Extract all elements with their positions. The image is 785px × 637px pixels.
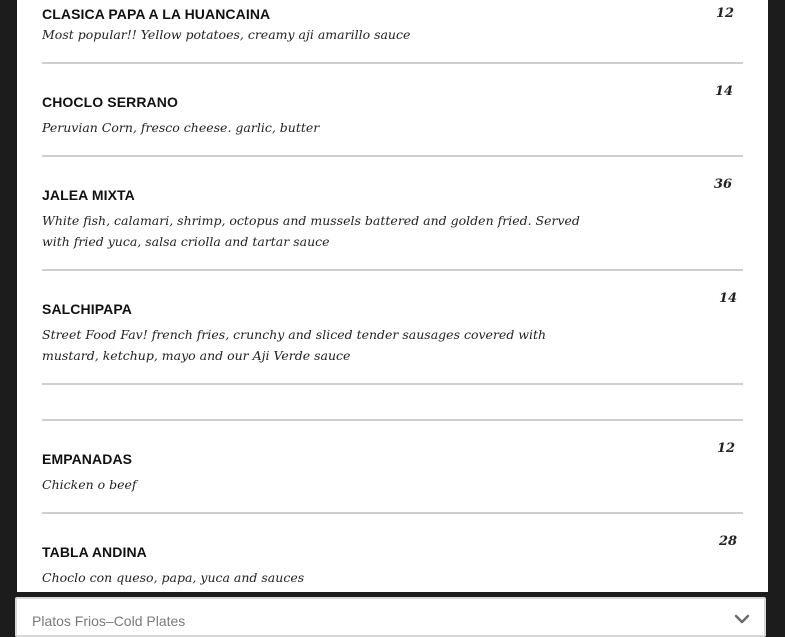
chevron-down-icon[interactable] bbox=[734, 612, 750, 624]
divider bbox=[42, 383, 743, 385]
item-price: 12 bbox=[716, 6, 735, 21]
item-name: JALEA MIXTA bbox=[42, 187, 135, 203]
category-select[interactable] bbox=[15, 597, 766, 637]
menu-panel bbox=[17, 0, 768, 592]
item-price: 14 bbox=[719, 291, 738, 306]
item-name: TABLA ANDINA bbox=[42, 544, 147, 560]
item-name: CHOCLO SERRANO bbox=[42, 94, 178, 110]
menu-item-salchipapa[interactable] bbox=[42, 271, 743, 382]
menu-item-empanadas[interactable] bbox=[42, 421, 743, 511]
item-description: Chicken o beef bbox=[42, 477, 137, 492]
item-price: 36 bbox=[714, 177, 733, 192]
item-description: Street Food Fav! french fries, crunchy and sliced tender sausages covered with mustard, ketchup, mayo and our Aji Verde sauce bbox=[42, 327, 547, 363]
menu-item-clasica-papa[interactable] bbox=[42, 0, 743, 60]
item-description: Choclo con queso, papa, yuca and sauces bbox=[42, 570, 305, 585]
item-price: 28 bbox=[719, 534, 738, 549]
menu-item-choclo-serrano[interactable] bbox=[42, 64, 743, 154]
item-price: 14 bbox=[715, 84, 734, 99]
category-select-value: Platos Frios–Cold Plates bbox=[32, 613, 186, 629]
menu-item-jalea-mixta[interactable] bbox=[42, 157, 743, 268]
item-name: SALCHIPAPA bbox=[42, 301, 132, 317]
item-description: Peruvian Corn, fresco cheese. garlic, butter bbox=[42, 120, 320, 135]
menu-item-tabla-andina[interactable] bbox=[42, 514, 743, 592]
item-description: Most popular!! Yellow potatoes, creamy aji amarillo sauce bbox=[42, 27, 411, 42]
item-name: EMPANADAS bbox=[42, 451, 133, 467]
item-description: White fish, calamari, shrimp, octopus and mussels battered and golden fried. Served with fried yuca, salsa criolla and tartar sauce bbox=[42, 213, 580, 249]
item-price: 12 bbox=[717, 441, 736, 456]
item-name: CLASICA PAPA A LA HUANCAINA bbox=[42, 6, 271, 22]
